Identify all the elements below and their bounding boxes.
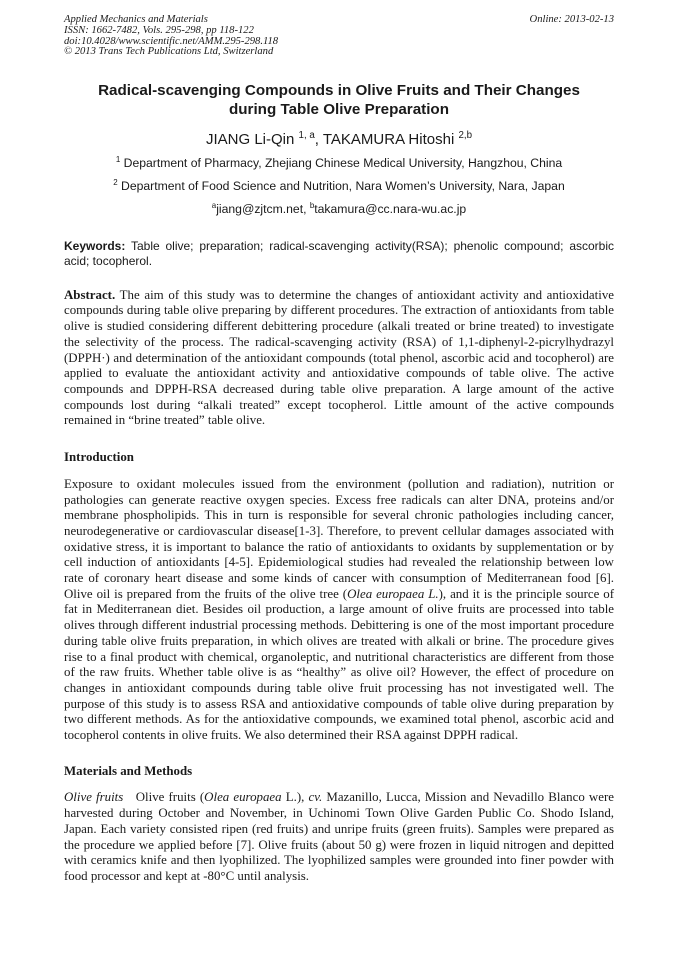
author-2: TAKAMURA Hitoshi <box>322 131 455 149</box>
keywords-label: Keywords: <box>64 239 126 254</box>
methods-text-part-2: L.), <box>281 790 309 805</box>
affiliation-2-number: 2 <box>113 178 118 188</box>
affiliation-1 <box>64 156 614 170</box>
methods-paragraph <box>64 790 614 884</box>
introduction-text-part-1: Exposure to oxidant molecules issued from the environment (pollution and radiation), nutrition or pathologies can generate reactive oxygen species. Excess free radicals can alter DNA, proteins and/or membrane phospholipids. This in turn is responsible for several chronic pathologies including cancer, neurodegenerative or cardiovascular disease[1-3]. Therefore, to prevent cellular damages associated with oxidative stress, it is important to balance the ratio of antioxidants to oxidants by supplementation or by cell induction of antioxidants [4-5]. Epidemiological studies had revealed the relationship between low rate of coronary heart disease and some kinds of cancer with consumption of Mediterranean food [6]. Olive oil is prepared from the fruits of the olive tree ( <box>64 476 614 601</box>
copyright-line: © 2013 Trans Tech Publications Ltd, Switzerland <box>64 46 274 58</box>
email-b[interactable]: takamura@cc.nara-wu.ac.jp <box>314 202 467 217</box>
affiliation-1-number: 1 <box>115 155 121 165</box>
author-list <box>64 131 614 148</box>
abstract <box>64 288 614 429</box>
affiliation-2-text: Department of Food Science and Nutrition, Nara Women’s University, Nara, Japan <box>121 179 565 194</box>
email-a-mark: a <box>211 201 217 211</box>
introduction-heading: Introduction <box>64 450 134 465</box>
keywords-text: Table olive; preparation; radical-scavenging activity(RSA); phenolic compound; ascorbic acid; tocopherol. <box>64 239 614 269</box>
author-1: JIANG Li-Qin <box>205 131 295 149</box>
title-line-2: during Table Olive Preparation <box>229 101 449 119</box>
online-date: Online: 2013-02-13 <box>529 14 614 25</box>
email-a[interactable]: jiang@zjtcm.net, <box>216 202 310 217</box>
title-line-1: Radical-scavenging Compounds in Olive Fruits and Their Changes <box>98 82 580 100</box>
author-1-affiliation-mark: 1, a <box>298 130 315 142</box>
author-emails <box>64 202 614 216</box>
paper-title <box>64 81 614 119</box>
abstract-label: Abstract. <box>64 287 116 302</box>
introduction-paragraph <box>64 477 614 744</box>
methods-heading: Materials and Methods <box>64 763 193 778</box>
affiliation-1-text: Department of Pharmacy, Zhejiang Chinese Medical University, Hangzhou, China <box>123 156 563 171</box>
author-separator: , <box>314 131 323 149</box>
journal-name: Applied Mechanics and Materials <box>64 14 208 25</box>
methods-text-part-1: Olive fruits ( <box>123 790 205 805</box>
abstract-text: The aim of this study was to determine the changes of antioxidant activity and antioxidative compounds during table olive preparing by different procedures. The extraction of antioxidants from table olive is studied considering different debittering procedure (alkali treated or brine treated) to investigate the selectivity of the process. The radical-scavenging activity (RSA) of 1,1-diphenyl-2-picrylhydrazyl (DPPH·) and determination of the antioxidant compounds (total phenol, ascorbic acid and tocopherol) are applied to evaluate the antioxidant activity and antioxidative compounds of table olive. The active compounds and DPPH-RSA decreased during table olive preparation. A large amount of the active compounds lost during “alkali treated” except tocopherol. Little amount of the active compounds remained in “brine treated” table olive. <box>64 287 614 428</box>
introduction-text-part-2: ), and it is the principle source of fat in Mediterranean diet. Besides oil production, a large amount of olive fruits are processed into table olives through different industrial processing methods. Debittering is one of the most important procedure during table olive fruits preparation, in which olives are treated with alkali or brine. The procedure gives rise to a final product with chemical, organoleptic, and nutritional characteristics are different from those of the raw fruits. Whether table olive is as “healthy” as olive oil? However, the effect of procedure on changes in antioxidant compounds during table olive fruit processing has not investigated well. The purpose of this study is to assess RSA and antioxidative compounds of table olive during preparation by two different methods. As for the antioxidative compounds, we examined total phenol, ascorbic acid and tocopherol contents in olive fruits. We also determined their RSA against DPPH radical. <box>64 586 614 743</box>
author-2-affiliation-mark: 2,b <box>458 130 473 142</box>
keywords <box>64 239 614 270</box>
affiliation-2 <box>64 179 614 193</box>
methods-text-part-3: Mazanillo, Lucca, Mission and Nevadillo Blanco were harvested during October and November, in Uchinomi Town Olive Garden Public Co. Shodo Island, Japan. Each variety consisted ripen (red fruits) and unripe fruits (green fruits). Samples were prepared as the procedure we applied before [7]. Olive fruits (about 50 g) were frozen in liquid nitrogen and depitted with ceramics knife and then lyophilized. The lyophilized samples were grounded into finer powder with food processor and kept at -80°C until analysis. <box>64 790 614 883</box>
journal-header <box>64 15 614 58</box>
introduction-species-name: Olea europaea L. <box>347 586 439 601</box>
methods-species-name: Olea europaea <box>204 790 282 805</box>
email-b-mark: b <box>309 201 315 211</box>
doi-line: doi:10.4028/www.scientific.net/AMM.295-298.118 <box>64 35 279 47</box>
issn-line: ISSN: 1662-7482, Vols. 295-298, pp 118-122 <box>64 24 254 36</box>
methods-subheading: Olive fruits <box>64 790 124 805</box>
methods-cultivar-abbrev: cv. <box>308 790 323 805</box>
